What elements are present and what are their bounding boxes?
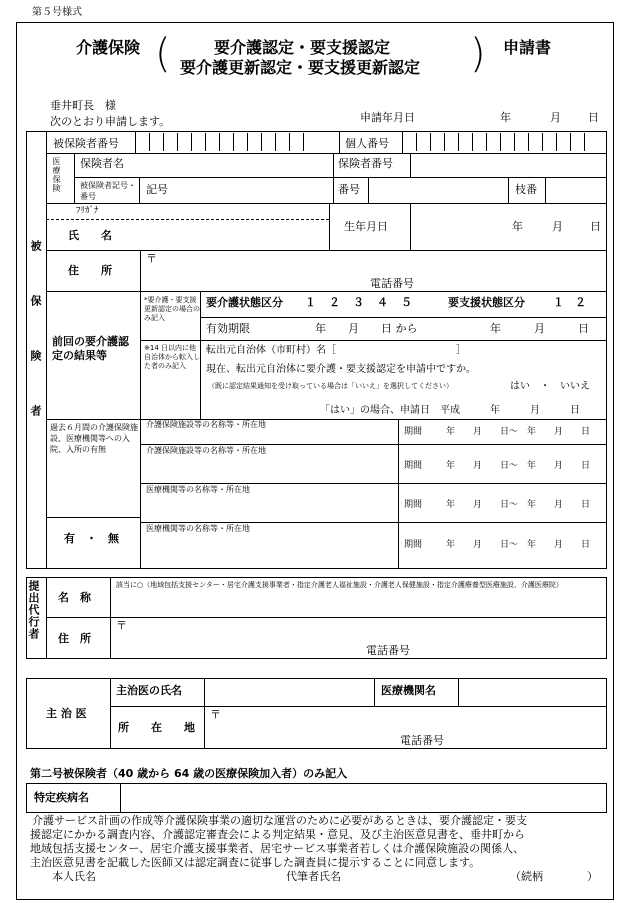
agent-signer-label: 代筆者氏名	[286, 870, 341, 883]
update-note: *要介護・要支援更新認定の場合のみ記入	[144, 296, 200, 322]
transfer-note: ※14 日以内に他自治体から転入した者のみ記入	[144, 344, 200, 370]
transfer-question: 現在、転出元自治体に要介護・要支援認定を申請中ですか。	[206, 364, 476, 375]
doctor-phone-label: 電話番号	[400, 734, 444, 747]
facility-row-2-label: 介護保険施設等の名称等・所在地	[146, 446, 266, 455]
birth-day: 日	[590, 220, 601, 233]
insured-number-input[interactable]	[135, 133, 317, 151]
facility-row-4-period-label: 期間	[404, 540, 423, 550]
facility-row-2-period-label: 期間	[404, 461, 423, 471]
doctor-section	[26, 678, 607, 749]
agent-address-label: 住 所	[58, 632, 91, 645]
addressee: 垂井町長 様	[50, 99, 116, 112]
doctor-postal-mark: 〒	[210, 708, 221, 721]
support-levels[interactable]: １ ２	[553, 296, 586, 309]
facility-row-3-period-label: 期間	[404, 500, 423, 510]
facility-row-1-period-label: 期間	[404, 427, 423, 437]
transfer-from-label: 転出元自治体（市町村）名［ ］	[206, 345, 466, 356]
disease-section	[26, 783, 607, 813]
agent-section	[26, 577, 607, 659]
consent-line-4: 主治医意見書を記載した医師又は認定調査に従事した調査員に提示することに同意します。	[30, 856, 481, 869]
valid-from: 年 月 日 から	[315, 322, 418, 335]
consent-line-2: 援認定にかかる調査内容、介護認定審査会による判定結果・意見、及び主治医意見書を、垂井町から	[30, 828, 525, 841]
support-level-label: 要支援状態区分	[448, 296, 525, 309]
facility-row-4-label: 医療機関等の名称等・所在地	[146, 524, 250, 533]
care-levels[interactable]: １ ２ ３ ４ ５	[305, 296, 413, 309]
name-label: 氏 名	[68, 229, 112, 242]
branch-label: 枝番	[515, 183, 537, 196]
address-label: 住 所	[68, 264, 112, 277]
disease-label: 特定疾病名	[34, 791, 89, 804]
right-bracket: )	[470, 31, 486, 77]
title-line2: 要介護更新認定・要支援更新認定	[180, 58, 421, 77]
relation-label: （続柄 ）	[510, 870, 598, 883]
signer-label: 本人氏名	[52, 870, 96, 883]
transfer-sub: （既に認定結果通知を受け取っている場合は「いいえ」を選択してください）	[208, 382, 453, 390]
title-suffix: 申請書	[503, 38, 552, 57]
insured-side-label: 被保険者	[29, 240, 42, 460]
card-symbol-label: 被保険者記号・番号	[80, 181, 136, 201]
transfer-yes-date: 「はい」の場合、申請日 平成 年 月 日	[320, 405, 580, 416]
insurer-number-label: 保険者番号	[338, 157, 393, 170]
request-text: 次のとおり申請します。	[50, 115, 171, 128]
facility-row-3-period: 年 月 日～ 年 月 日	[446, 500, 591, 510]
birth-year: 年	[512, 220, 523, 233]
agent-phone-label: 電話番号	[366, 644, 410, 657]
facility-row-4-period: 年 月 日～ 年 月 日	[446, 540, 591, 550]
institution-label: 医療機関名	[381, 684, 436, 697]
valid-label: 有効期限	[206, 322, 250, 335]
date-year: 年	[500, 111, 511, 124]
facility-yes-no[interactable]: 有 ・ 無	[64, 532, 119, 545]
transfer-yes-no[interactable]: はい ・ いいえ	[510, 381, 590, 392]
insured-number-label: 被保険者番号	[53, 137, 119, 150]
birth-date-label: 生年月日	[344, 220, 388, 233]
facility-row-1-label: 介護保険施設等の名称等・所在地	[146, 420, 266, 429]
birth-month: 月	[552, 220, 563, 233]
facility-row-2-period: 年 月 日～ 年 月 日	[446, 461, 591, 471]
postal-mark: 〒	[146, 252, 157, 265]
date-month: 月	[550, 111, 561, 124]
personal-number-input[interactable]	[402, 133, 598, 151]
agent-note: 該当に○（地域包括支援センター・居宅介護支援事業者・指定介護老人福祉施設・介護老人保健施設・指定介護療養型医療施設、介護医療院）	[116, 581, 563, 589]
symbol-label: 記号	[146, 183, 168, 196]
care-level-label: 要介護状態区分	[206, 296, 283, 309]
insurer-name-label: 保険者名	[80, 157, 124, 170]
date-day: 日	[588, 111, 599, 124]
facility-row-3-label: 医療機関等の名称等・所在地	[146, 485, 250, 494]
phone-label: 電話番号	[370, 277, 414, 290]
left-bracket: (	[155, 31, 171, 77]
agent-name-label: 名 称	[58, 591, 91, 604]
agent-postal-mark: 〒	[116, 619, 127, 632]
consent-line-3: 地域包括支援センター、居宅介護支援事業者、居宅サービス事業者若しくは介護保険施設の関係人、	[30, 842, 525, 855]
facility-label: 過去６月間の介護保険施設、医療機関等への入院、入所の有無	[50, 423, 138, 454]
facility-row-1-period: 年 月 日～ 年 月 日	[446, 427, 591, 437]
application-date-label: 申請年月日	[360, 111, 415, 124]
prev-result-label: 前回の要介護認定の結果等	[52, 335, 129, 362]
personal-number-label: 個人番号	[345, 137, 389, 150]
title-line1: 要介護認定・要支援認定	[214, 38, 391, 57]
doctor-side-label: 主 治 医	[46, 707, 87, 720]
form-number: 第５号様式	[32, 7, 82, 18]
number2-label: 番号	[338, 183, 360, 196]
doctor-name-label: 主治医の氏名	[116, 684, 182, 697]
second-insured-heading: 第二号被保険者（40 歳から 64 歳の医療保険加入者）のみ記入	[30, 767, 348, 780]
furigana-label: ﾌﾘｶﾞﾅ	[76, 206, 99, 216]
medical-insurance-label: 医療保険	[52, 157, 61, 193]
valid-to: 年 月 日	[490, 322, 589, 335]
title-main: 介護保険	[76, 38, 141, 57]
location-label: 所 在 地	[118, 721, 195, 734]
agent-side-label: 提出代行者	[27, 580, 40, 640]
consent-line-1: 介護サービス計画の作成等介護保険事業の適切な運営のために必要があるときは、要介護認定・要支	[32, 814, 527, 827]
